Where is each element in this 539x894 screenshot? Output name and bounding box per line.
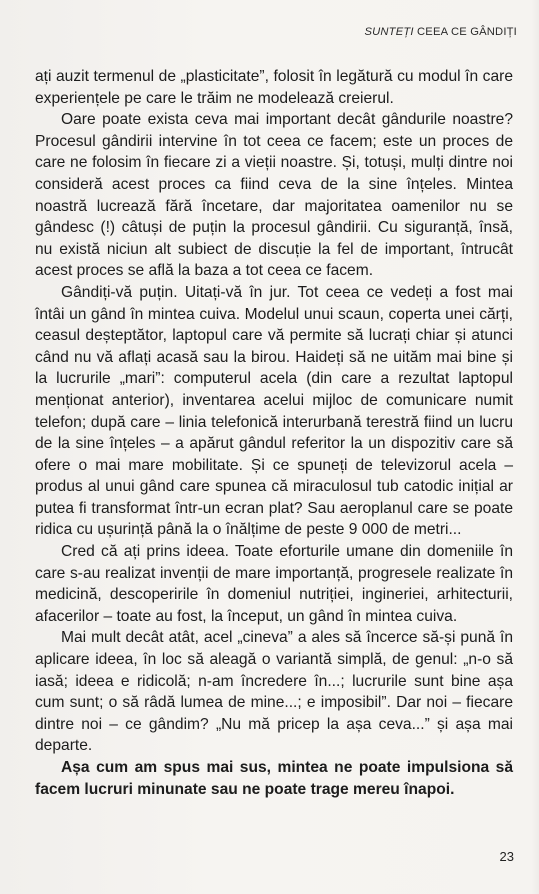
paragraph: Mai mult decât atât, acel „cineva” a ales să încerce să-și pună în aplicare ideea, în loc să aleagă o variantă simplă, de genul: „n-o să iasă; ideea e ridicolă; n-am încredere în...; lucrurile sunt bine așa cum sunt; o să râdă lumea de mine...; e imposibil”. Dar noi – fiecare dintre noi – ce gândim? „Nu mă pricep la așa ceva...” și așa mai departe. — [35, 629, 513, 755]
paragraph: Gândiți-vă puțin. Uitați-vă în jur. Tot ceea ce vedeți a fost mai întâi un gând în mintea cuiva. Modelul unui scaun, coperta unei cărți, ceasul deșteptător, laptopul care vă permite să lucrați chiar și atunci când nu vă aflați acasă sau la birou. Haideți să ne uităm mai bine și la lucrurile „mari”: computerul acela (din care a rezultat laptopul menționat anterior), inventarea acelui mijloc de comunicare numit telefon; după care – linia telefonică interurbană terestră fiind un lucru de la sine înțeles – a apărut gândul referitor la un dispozitiv care să ofere o mai mare mobilitate. Și ce spuneți de televizorul acela – produs al unui gând care spunea că miraculosul tub catodic inițial ar putea fi transformat într-un ecran plat? Sau aeroplanul care se poate ridica cu ușurință până la o înălțime de peste 9 000 de metri... — [35, 283, 513, 539]
page-edge-shade — [531, 0, 539, 894]
paragraph: Oare poate exista ceva mai important decât gândurile noastre? Procesul gândirii intervine în tot ceea ce facem; este un proces de care ne folosim în fiecare zi a vieții noastre. Și, totuși, mulți dintre noi consideră acest proces ca fiind ceva de la sine înțeles. Mintea noastră lucrează fără încetare, dar majoritatea oamenilor nu se gândesc (!) câtuși de puțin la procesul gândirii. Cu siguranță, însă, nu există niciun alt subiect de discuție la fel de important, întrucât acest proces se află la baza a tot ceea ce facem. — [35, 111, 513, 280]
page-body — [35, 66, 513, 800]
bold-paragraph: Așa cum am spus mai sus, mintea ne poate impulsiona să facem lucruri minunate sau ne poate trage mereu înapoi. — [35, 759, 513, 798]
running-header-rest: CEEA CE GÂNDIȚI — [413, 26, 517, 38]
running-header-italic: SUNTEȚI — [364, 26, 414, 38]
page-number: 23 — [499, 849, 514, 864]
paragraph: Cred că ați prins ideea. Toate eforturile umane din domeniile în care s-au realizat invenții de mare importanță, progresele realizate în medicină, descoperirile în domeniul nutriției, ingineriei, arhitecturii, afacerilor – toate au fost, la început, un gând în mintea cuiva. — [35, 543, 513, 625]
running-header — [364, 26, 517, 38]
paragraph-continued: ați auzit termenul de „plasticitate”, folosit în legătură cu modul în care experiențele pe care le trăim ne modelează creierul. — [35, 68, 513, 107]
